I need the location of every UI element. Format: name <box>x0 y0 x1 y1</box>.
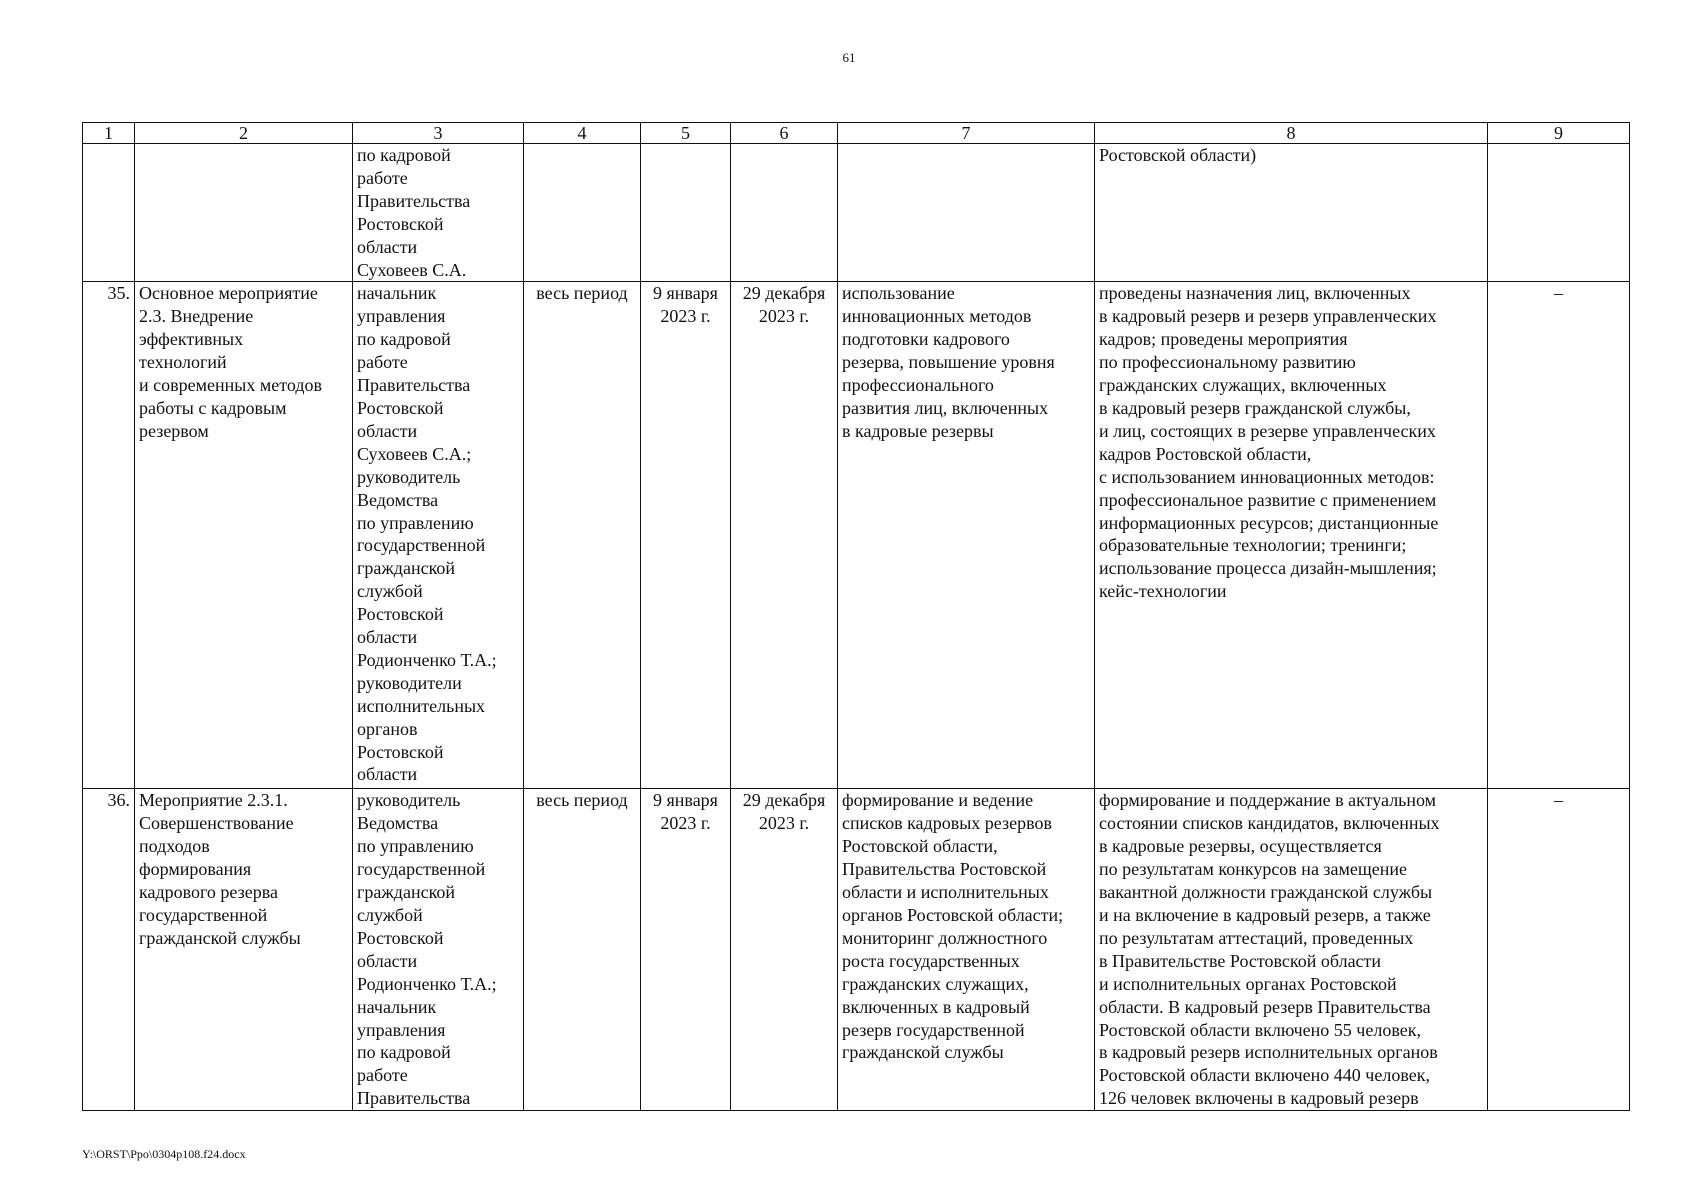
note <box>1488 144 1630 282</box>
responsible-executor: начальник управления по кадровой работе Правительства Ростовской области Суховеев С.А.; руководитель Ведомства по управлению государственной гражданской службой Ростовской области Родионченко Т.А.; руководители исполнительных органов Ростовской области <box>353 282 524 789</box>
col-header: 2 <box>135 123 353 144</box>
col-header: 1 <box>83 123 135 144</box>
responsible-executor: по кадровой работе Правительства Ростовской области Суховеев С.А. <box>353 144 524 282</box>
row-number: 35. <box>83 282 135 789</box>
period: весь период <box>524 789 641 1111</box>
table-header-row <box>83 123 1630 144</box>
responsible-executor: руководитель Ведомства по управлению государственной гражданской службой Ростовской области Родионченко Т.А.; начальник управления по кадровой работе Правительства <box>353 789 524 1111</box>
period: весь период <box>524 282 641 789</box>
note: – <box>1488 789 1630 1111</box>
col-header: 6 <box>731 123 838 144</box>
row-number <box>83 144 135 282</box>
start-date: 9 января 2023 г. <box>641 282 731 789</box>
expected-result: использование инновационных методов подготовки кадрового резерва, повышение уровня профессионального развития лиц, включенных в кадровые резервы <box>838 282 1095 789</box>
expected-result: формирование и ведение списков кадровых резервов Ростовской области, Правительства Ростовской области и исполнительных органов Ростовской области; мониторинг должностного роста государственных гражданских служащих, включенных в кадровый резерв государственной гражданской службы <box>838 789 1095 1111</box>
note: – <box>1488 282 1630 789</box>
actual-result: Ростовской области) <box>1095 144 1488 282</box>
actual-result: проведены назначения лиц, включенных в кадровый резерв и резерв управленческих кадров; проведены мероприятия по профессиональному развитию гражданских служащих, включенных в кадровый резерв гражданской службы, и лиц, состоящих в резерве управленческих кадров Ростовской области, с использованием инновационных методов: профессиональное развитие с применением информационных ресурсов; дистанционные образовательные технологии; тренинги; использование процесса дизайн-мышления; кейс-технологии <box>1095 282 1488 789</box>
col-header: 4 <box>524 123 641 144</box>
end-date: 29 декабря 2023 г. <box>731 789 838 1111</box>
table-row <box>83 144 1630 282</box>
period <box>524 144 641 282</box>
start-date <box>641 144 731 282</box>
table-row <box>83 282 1630 789</box>
end-date <box>731 144 838 282</box>
col-header: 5 <box>641 123 731 144</box>
end-date: 29 декабря 2023 г. <box>731 282 838 789</box>
col-header: 7 <box>838 123 1095 144</box>
col-header: 9 <box>1488 123 1630 144</box>
row-number: 36. <box>83 789 135 1111</box>
col-header: 3 <box>353 123 524 144</box>
actual-result: формирование и поддержание в актуальном состоянии списков кандидатов, включенных в кадровые резервы, осуществляется по результатам конкурсов на замещение вакантной должности гражданской службы и на включение в кадровый резерв, а также по результатам аттестаций, проведенных в Правительстве Ростовской области и исполнительных органах Ростовской области. В кадровый резерв Правительства Ростовской области включено 55 человек, в кадровый резерв исполнительных органов Ростовской области включено 440 человек, 126 человек включены в кадровый резерв <box>1095 789 1488 1111</box>
activity-name: Мероприятие 2.3.1. Совершенствование подходов формирования кадрового резерва государственной гражданской службы <box>135 789 353 1111</box>
plan-table <box>82 122 1630 1111</box>
col-header: 8 <box>1095 123 1488 144</box>
activity-name <box>135 144 353 282</box>
table-row <box>83 789 1630 1111</box>
page-number: 61 <box>842 50 856 65</box>
file-path-footer: Y:\ORST\Ppo\0304p108.f24.docx <box>82 1147 246 1161</box>
activity-name: Основное мероприятие 2.3. Внедрение эффективных технологий и современных методов работы с кадровым резервом <box>135 282 353 789</box>
start-date: 9 января 2023 г. <box>641 789 731 1111</box>
expected-result <box>838 144 1095 282</box>
